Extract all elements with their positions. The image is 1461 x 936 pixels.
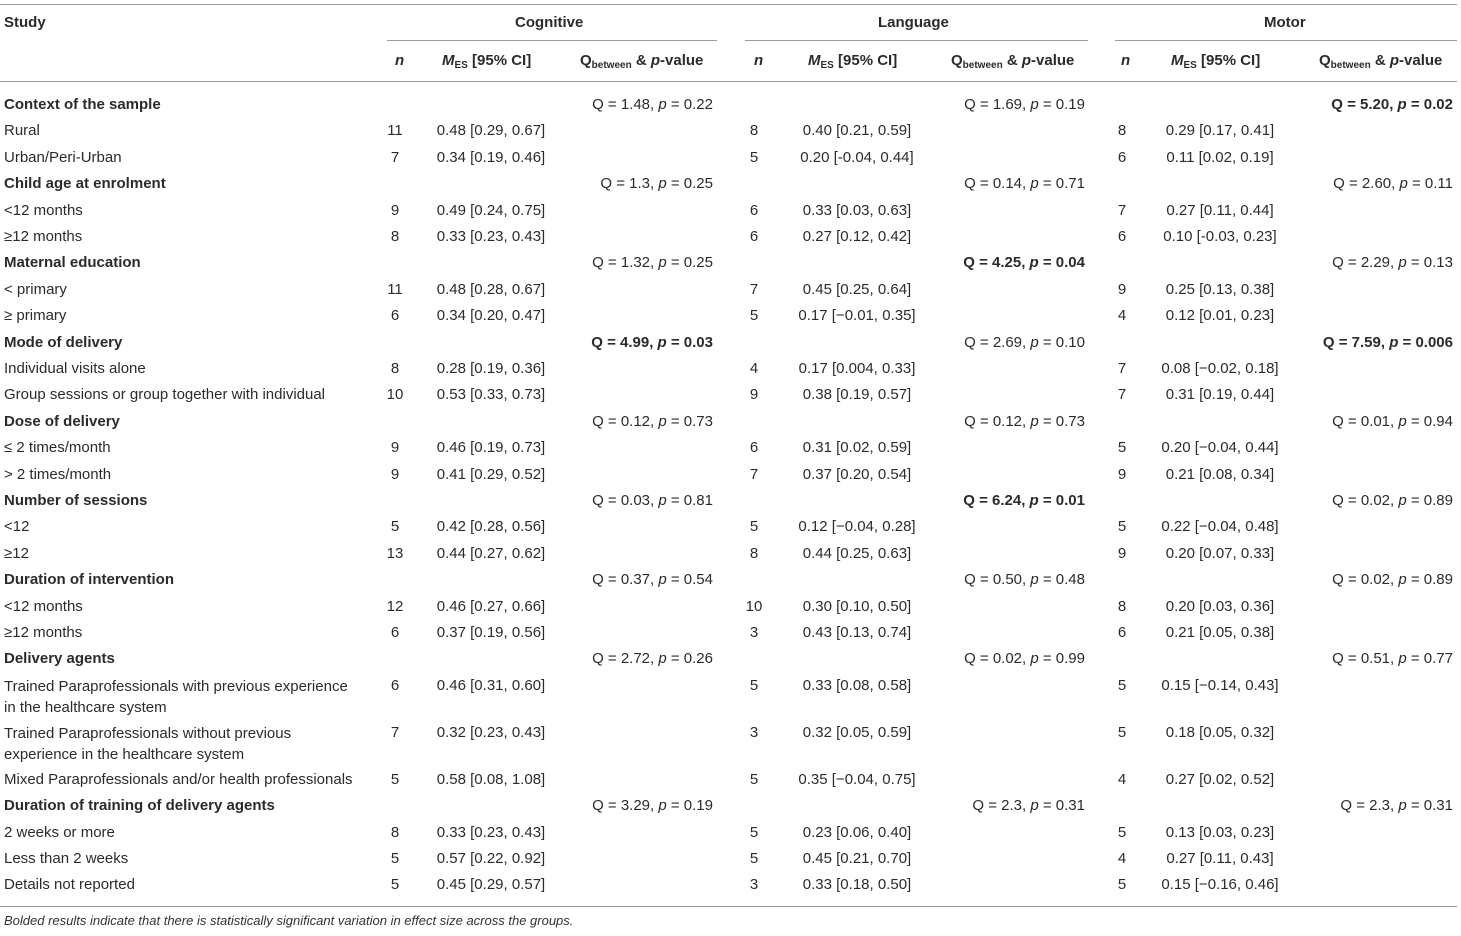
effect-size-ci: 0.25 [0.13, 0.38] xyxy=(1165,280,1275,298)
effect-size-ci: 0.49 [0.24, 0.75] xyxy=(436,201,546,219)
subheader-n-cognitive: n xyxy=(395,52,405,69)
effect-size-ci: 0.11 [0.02, 0.19] xyxy=(1166,148,1274,166)
n-value: 6 xyxy=(390,676,400,694)
effect-size-ci: 0.42 [0.28, 0.56] xyxy=(436,518,546,536)
effect-size-ci: 0.18 [0.05, 0.32] xyxy=(1165,723,1275,741)
n-value: 5 xyxy=(390,770,400,788)
effect-size-ci: 0.27 [0.02, 0.52] xyxy=(1165,770,1275,788)
effect-size-ci: 0.12 [−0.04, 0.28] xyxy=(798,518,916,536)
row-label: Details not reported xyxy=(4,876,135,894)
n-value: 8 xyxy=(390,360,400,377)
language-rule xyxy=(745,40,1088,41)
effect-size-ci: 0.37 [0.20, 0.54] xyxy=(802,465,912,483)
n-value: 9 xyxy=(390,201,400,219)
n-value: 9 xyxy=(390,465,400,483)
effect-size-ci: 0.27 [0.12, 0.42] xyxy=(802,228,912,245)
effect-size-ci: 0.34 [0.19, 0.46] xyxy=(436,148,546,166)
n-value: 5 xyxy=(749,850,759,867)
q-statistic: Q = 0.03, p = 0.81 xyxy=(592,492,713,509)
n-value: 7 xyxy=(390,723,400,741)
n-value: 3 xyxy=(749,876,759,894)
subheader-mes-cognitive: $M_{ES}$ [95% CI] xyxy=(442,52,532,71)
effect-size-ci: 0.48 [0.28, 0.67] xyxy=(436,280,546,298)
effect-size-ci: 0.46 [0.31, 0.60] xyxy=(436,676,546,694)
subheader-q-language: $Q_{between}$ & p-value xyxy=(951,52,1075,71)
n-value: 5 xyxy=(1117,518,1127,536)
header-group-cognitive: Cognitive xyxy=(515,14,584,31)
n-value: 8 xyxy=(1117,597,1127,615)
n-value: 4 xyxy=(1117,770,1127,788)
n-value: 8 xyxy=(749,544,759,562)
n-value: 5 xyxy=(390,876,400,894)
q-statistic: Q = 6.24, p = 0.01 xyxy=(963,492,1085,509)
q-statistic: Q = 1.48, p = 0.22 xyxy=(592,96,713,113)
q-statistic: Q = 0.02, p = 0.89 xyxy=(1332,492,1453,509)
n-value: 5 xyxy=(390,850,400,867)
n-value: 4 xyxy=(749,360,759,377)
cognitive-rule xyxy=(387,40,717,41)
effect-size-ci: 0.21 [0.05, 0.38] xyxy=(1165,624,1275,641)
q-statistic: Q = 0.14, p = 0.71 xyxy=(964,175,1085,193)
effect-size-ci: 0.20 [0.07, 0.33] xyxy=(1165,544,1275,562)
effect-size-ci: 0.46 [0.27, 0.66] xyxy=(436,597,546,615)
header-study: Study xyxy=(4,14,46,31)
effect-size-ci: 0.37 [0.19, 0.56] xyxy=(436,624,546,641)
row-label: Less than 2 weeks xyxy=(4,850,129,867)
row-label: Trained Paraprofessionals without previous experience in the healthcare system xyxy=(4,724,292,763)
n-value: 5 xyxy=(749,676,759,694)
effect-size-ci: 0.32 [0.23, 0.43] xyxy=(436,723,546,741)
n-value: 7 xyxy=(1117,201,1127,219)
effect-size-ci: 0.17 [0.004, 0.33] xyxy=(798,360,916,377)
effect-size-ci: 0.58 [0.08, 1.08] xyxy=(436,770,546,788)
effect-size-ci: 0.22 [−0.04, 0.48] xyxy=(1161,518,1279,536)
n-value: 6 xyxy=(1117,148,1127,166)
header-group-language: Language xyxy=(878,14,949,31)
n-value: 9 xyxy=(1117,280,1127,298)
q-statistic: Q = 1.69, p = 0.19 xyxy=(964,96,1085,113)
effect-size-ci: 0.13 [0.03, 0.23] xyxy=(1165,823,1275,841)
n-value: 5 xyxy=(390,518,400,536)
n-value: 5 xyxy=(749,307,759,325)
n-value: 9 xyxy=(749,386,759,404)
row-label: Trained Paraprofessionals with previous experience in the healthcare system xyxy=(4,677,348,716)
n-value: 8 xyxy=(390,228,400,245)
effect-size-ci: 0.20 [-0.04, 0.44] xyxy=(800,148,914,166)
n-value: 11 xyxy=(387,122,403,140)
q-statistic: Q = 5.20, p = 0.02 xyxy=(1331,96,1453,113)
row-label: ≥12 months xyxy=(4,228,83,245)
n-value: 5 xyxy=(749,518,759,536)
n-value: 9 xyxy=(390,439,400,457)
n-value: 5 xyxy=(1117,876,1127,894)
n-value: 7 xyxy=(749,465,759,483)
n-value: 7 xyxy=(390,148,400,166)
n-value: 10 xyxy=(745,597,763,615)
n-value: 11 xyxy=(387,280,403,298)
row-label: <12 months xyxy=(4,201,83,219)
group-heading: Duration of intervention xyxy=(4,571,174,589)
header-rule xyxy=(0,81,1457,82)
subheader-q-cognitive: $Q_{between}$ & p-value xyxy=(580,52,704,71)
effect-size-ci: 0.43 [0.13, 0.74] xyxy=(802,624,912,641)
n-value: 8 xyxy=(1117,122,1127,140)
group-heading: Delivery agents xyxy=(4,650,115,668)
row-label: 2 weeks or more xyxy=(4,823,115,841)
n-value: 4 xyxy=(1117,307,1127,325)
q-statistic: Q = 0.01, p = 0.94 xyxy=(1332,412,1453,430)
q-statistic: Q = 2.3, p = 0.31 xyxy=(1340,797,1453,815)
q-statistic: Q = 0.02, p = 0.99 xyxy=(964,650,1085,668)
effect-size-ci: 0.53 [0.33, 0.73] xyxy=(436,386,546,404)
q-statistic: Q = 3.29, p = 0.19 xyxy=(592,797,713,815)
bottom-rule xyxy=(0,906,1457,907)
effect-size-ci: 0.23 [0.06, 0.40] xyxy=(802,823,912,841)
row-label: > 2 times/month xyxy=(4,465,112,483)
effect-size-ci: 0.27 [0.11, 0.44] xyxy=(1166,201,1274,219)
n-value: 5 xyxy=(749,823,759,841)
effect-size-ci: 0.35 [−0.04, 0.75] xyxy=(798,770,916,788)
group-heading: Child age at enrolment xyxy=(4,175,166,193)
effect-size-ci: 0.08 [−0.02, 0.18] xyxy=(1161,360,1279,377)
q-statistic: Q = 0.51, p = 0.77 xyxy=(1332,650,1453,668)
q-statistic: Q = 7.59, p = 0.006 xyxy=(1322,333,1453,351)
effect-size-ci: 0.12 [0.01, 0.23] xyxy=(1165,307,1275,325)
group-heading: Context of the sample xyxy=(4,96,161,113)
effect-size-ci: 0.21 [0.08, 0.34] xyxy=(1165,465,1275,483)
q-statistic: Q = 0.12, p = 0.73 xyxy=(592,412,713,430)
effect-size-ci: 0.38 [0.19, 0.57] xyxy=(802,386,912,404)
motor-rule xyxy=(1115,40,1457,41)
effect-size-ci: 0.10 [-0.03, 0.23] xyxy=(1163,228,1277,245)
group-heading: Dose of delivery xyxy=(4,412,120,430)
effect-size-ci: 0.30 [0.10, 0.50] xyxy=(802,597,912,615)
effect-size-ci: 0.29 [0.17, 0.41] xyxy=(1165,122,1275,140)
effect-size-ci: 0.15 [−0.14, 0.43] xyxy=(1161,676,1279,694)
effect-size-ci: 0.44 [0.27, 0.62] xyxy=(436,544,546,562)
q-statistic: Q = 2.72, p = 0.26 xyxy=(592,650,713,668)
group-heading: Number of sessions xyxy=(4,492,148,509)
effect-size-ci: 0.31 [0.02, 0.59] xyxy=(802,439,912,457)
subheader-mes-motor: $M_{ES}$ [95% CI] xyxy=(1171,52,1261,71)
subheader-mes-language: $M_{ES}$ [95% CI] xyxy=(808,52,898,71)
effect-size-ci: 0.45 [0.29, 0.57] xyxy=(436,876,546,894)
row-label: ≥12 months xyxy=(4,624,83,641)
row-label: < primary xyxy=(4,280,67,298)
effect-size-ci: 0.40 [0.21, 0.59] xyxy=(802,122,912,140)
q-statistic: Q = 1.32, p = 0.25 xyxy=(592,254,713,272)
n-value: 8 xyxy=(749,122,759,140)
row-label: <12 months xyxy=(4,597,83,615)
n-value: 9 xyxy=(1117,544,1127,562)
effect-size-ci: 0.45 [0.25, 0.64] xyxy=(802,280,912,298)
n-value: 5 xyxy=(1117,439,1127,457)
effect-size-ci: 0.46 [0.19, 0.73] xyxy=(436,439,546,457)
subheader-n-motor: n xyxy=(1121,52,1131,69)
effect-size-ci: 0.45 [0.21, 0.70] xyxy=(802,850,912,867)
subheader-n-language: n xyxy=(754,52,764,69)
effect-size-ci: 0.17 [−0.01, 0.35] xyxy=(798,307,916,325)
row-label: ≥12 xyxy=(4,544,29,562)
q-statistic: Q = 0.12, p = 0.73 xyxy=(964,412,1085,430)
effect-size-ci: 0.27 [0.11, 0.43] xyxy=(1166,850,1274,867)
q-statistic: Q = 4.25, p = 0.04 xyxy=(963,254,1085,272)
n-value: 6 xyxy=(749,439,759,457)
q-statistic: Q = 2.3, p = 0.31 xyxy=(972,797,1085,815)
row-label: <12 xyxy=(4,518,30,536)
q-statistic: Q = 0.37, p = 0.54 xyxy=(592,571,713,589)
n-value: 6 xyxy=(1117,624,1127,641)
row-label: ≤ 2 times/month xyxy=(4,439,111,457)
n-value: 12 xyxy=(386,597,404,615)
row-label: Mixed Paraprofessionals and/or health professionals xyxy=(4,770,353,788)
n-value: 13 xyxy=(386,544,404,562)
effect-size-ci: 0.15 [−0.16, 0.46] xyxy=(1161,876,1279,894)
n-value: 6 xyxy=(749,228,759,245)
n-value: 3 xyxy=(749,624,759,641)
header-group-motor: Motor xyxy=(1264,14,1306,31)
n-value: 5 xyxy=(749,770,759,788)
n-value: 7 xyxy=(749,280,759,298)
group-heading: Duration of training of delivery agents xyxy=(4,797,275,815)
n-value: 5 xyxy=(1117,676,1127,694)
row-label: Group sessions or group together with individual xyxy=(4,386,326,404)
n-value: 5 xyxy=(1117,823,1127,841)
q-statistic: Q = 2.69, p = 0.10 xyxy=(964,333,1085,351)
effect-size-ci: 0.20 [0.03, 0.36] xyxy=(1165,597,1275,615)
n-value: 3 xyxy=(749,723,759,741)
effect-size-ci: 0.57 [0.22, 0.92] xyxy=(436,850,546,867)
effect-size-ci: 0.48 [0.29, 0.67] xyxy=(436,122,546,140)
n-value: 5 xyxy=(749,148,759,166)
n-value: 4 xyxy=(1117,850,1127,867)
n-value: 9 xyxy=(1117,465,1127,483)
q-statistic: Q = 0.02, p = 0.89 xyxy=(1332,571,1453,589)
row-label: Rural xyxy=(4,122,40,140)
effect-size-ci: 0.33 [0.08, 0.58] xyxy=(802,676,912,694)
effect-size-ci: 0.33 [0.03, 0.63] xyxy=(802,201,912,219)
n-value: 7 xyxy=(1117,386,1127,404)
n-value: 10 xyxy=(386,386,404,404)
top-rule xyxy=(0,4,1457,5)
group-heading: Maternal education xyxy=(4,254,141,272)
q-statistic: Q = 2.29, p = 0.13 xyxy=(1332,254,1453,272)
effect-size-ci: 0.28 [0.19, 0.36] xyxy=(436,360,546,377)
n-value: 6 xyxy=(390,307,400,325)
effect-size-ci: 0.34 [0.20, 0.47] xyxy=(436,307,546,325)
q-statistic: Q = 2.60, p = 0.11 xyxy=(1333,175,1453,193)
footnote: Bolded results indicate that there is statistically significant variation in effect size across the groups. xyxy=(4,913,574,928)
q-statistic: Q = 1.3, p = 0.25 xyxy=(600,175,713,193)
n-value: 7 xyxy=(1117,360,1127,377)
row-label: Urban/Peri-Urban xyxy=(4,148,122,166)
subheader-q-motor: $Q_{between}$ & p-value xyxy=(1319,52,1443,71)
effect-size-ci: 0.33 [0.18, 0.50] xyxy=(802,876,912,894)
n-value: 8 xyxy=(390,823,400,841)
effect-size-ci: 0.33 [0.23, 0.43] xyxy=(436,823,546,841)
n-value: 6 xyxy=(749,201,759,219)
row-label: ≥ primary xyxy=(4,307,67,325)
effect-size-ci: 0.20 [−0.04, 0.44] xyxy=(1161,439,1279,457)
q-statistic: Q = 4.99, p = 0.03 xyxy=(591,333,713,351)
n-value: 6 xyxy=(390,624,400,641)
n-value: 5 xyxy=(1117,723,1127,741)
group-heading: Mode of delivery xyxy=(4,333,123,351)
effect-size-ci: 0.33 [0.23, 0.43] xyxy=(436,228,546,245)
q-statistic: Q = 0.50, p = 0.48 xyxy=(964,571,1085,589)
n-value: 6 xyxy=(1117,228,1127,245)
effect-size-ci: 0.31 [0.19, 0.44] xyxy=(1165,386,1275,404)
effect-size-ci: 0.32 [0.05, 0.59] xyxy=(802,723,912,741)
effect-size-ci: 0.41 [0.29, 0.52] xyxy=(436,465,546,483)
effect-size-ci: 0.44 [0.25, 0.63] xyxy=(802,544,912,562)
row-label: Individual visits alone xyxy=(4,360,146,377)
